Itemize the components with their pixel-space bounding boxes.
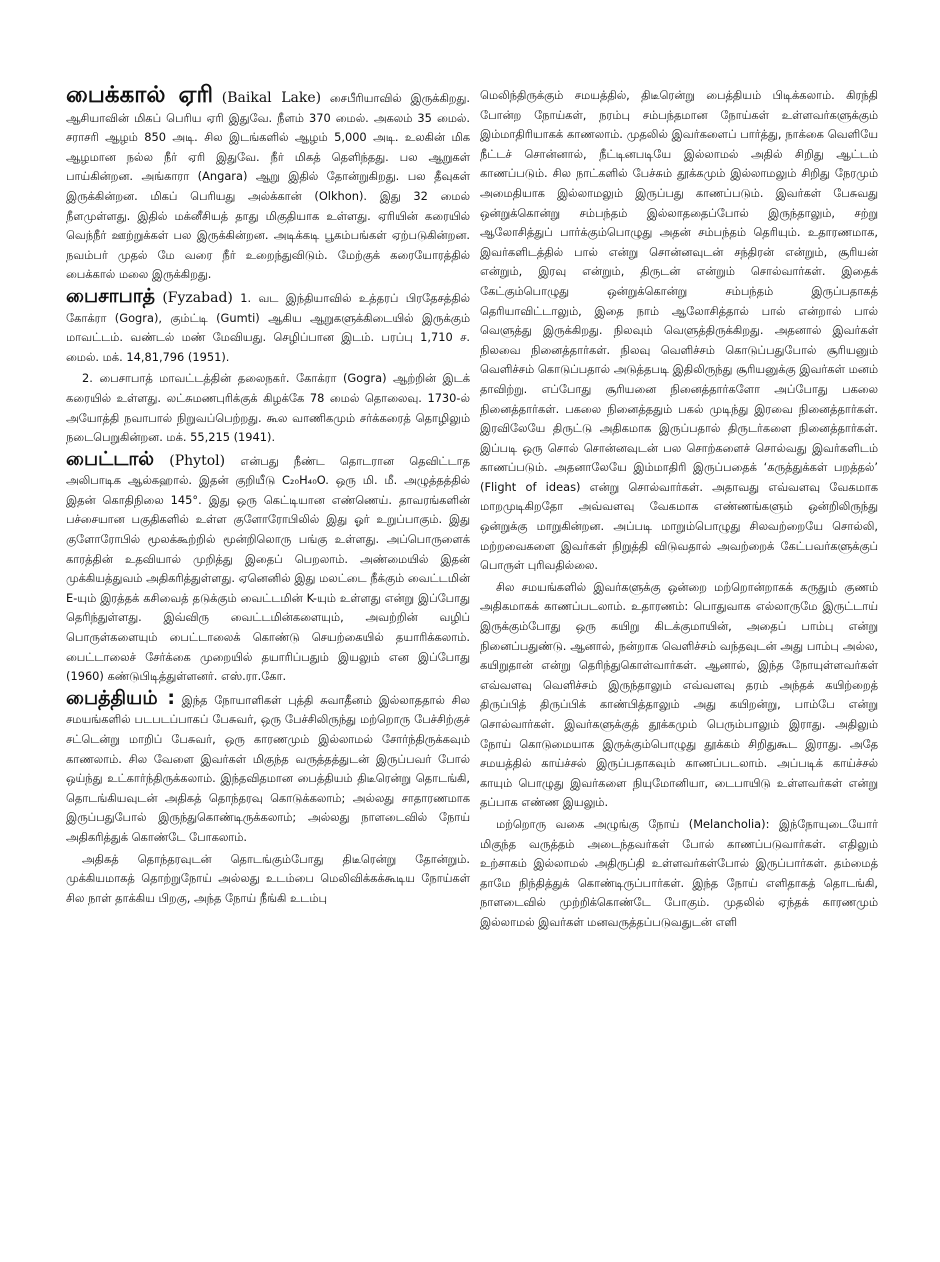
entry-text: அதிகத் தொந்தரவுடன் தொடங்கும்போது திடீரென்று தோன்றும். முக்கியமாகத் தொற்றுநோய் அல்லது உடம்பை மெலிவிக்கக்கூடிய நோய்கள் சில நாள் தாக்கிய பிறகு, அந்த நோய் நீங்கி உடம்பு — [66, 851, 470, 905]
entry-heading: பைக்கால் ஏரி — [66, 82, 214, 108]
entry-text: 1. வட இந்தியாவில் உத்தரப் பிரதேசத்தில் கோக்ரா (Gogra), கும்ட்டி (Gumti) ஆகிய ஆறுகளுக்கிடையில் இருக்கும் மாவட்டம். வண்டல் மண் மேவியது. செழிப்பான இடம். பரப்பு 1,710 ச. மைல். மக். 14,81,796 (1951). — [66, 290, 470, 364]
entry-insanity-continued — [66, 850, 470, 909]
entry-text: மற்றொரு வகை அழுங்கு நோய் (Melancholia): இந்நோயுடையோர் மிகுந்த வருத்தம் அடைந்தவர்கள் போல் காணப்படுவார்கள். எதிலும் உற்சாகம் இல்லாமல் அதிருப்தி உள்ளவர்கள்போல் இருப்பார்கள். தம்மைத் தாமே நிந்தித்துக் கொண்டிருப்பார்கள். இந்த நோய் எளிதாகத் தொடங்கி, நாளடைவில் முற்றிக்கொண்டே போகும். முதலில் ஏந்தக் காரணமும் இல்லாமல் இவர்கள் மனவருத்தப்படுவதுடன் எளி — [480, 816, 878, 929]
entry-baikal-lake — [66, 82, 471, 285]
entry-heading: பைசாபாத் — [66, 284, 156, 307]
entry-fyzabad — [66, 284, 470, 367]
right-column — [480, 86, 878, 933]
entry-text: 2. பைசாபாத் மாவட்டத்தின் தலைநகர். கோக்ரா (Gogra) ஆற்றின் இடக் கரையில் உள்ளது. லட்சுமணபுரிக்குக் கிழக்கே 78 மைல் தொலைவு. 1730-ல் அயோத்தி நவாபால் நிறுவப்பெற்றது. கூல வாணிகமும் சர்க்கரைத் தொழிலும் நடைபெறுகின்றன. மக். 55,215 (1941). — [66, 371, 470, 445]
entry-text: சைபீரியாவில் இருக்கிறது. ஆசியாவின் மிகப் பெரிய ஏரி இதுவே. நீளம் 370 மைல். அகலம் 35 மைல். சராசரி ஆழம் 850 அடி. சில இடங்களில் ஆழம் 5,000 அடி. உலகின் மிக ஆழமான நல்ல நீர் ஏரி இதுவே. நீர் மிகத் தெளிந்தது. பல ஆறுகள் பாய்கின்றன. அங்காரா (Angara) ஆறு இதில் தோன்றுகிறது. பல தீவுகள் இருக்கின்றன. மிகப் பெரியது அல்க்கான் (Olkhon). இது 32 மைல் நீளமுள்ளது. இதில் மக்னீசியத் தாது மிகுதியாக உள்ளது. ஏரியின் கரையில் வெந்நீர் ஊற்றுக்கள் பல இருக்கின்றன. அடிக்கடி பூகம்பங்கள் ஏற்படுகின்றன. நவம்பர் முதல் மே வரை நீர் உறைந்துவிடும். மேற்குக் கரையோரத்தில் பைக்கால் மலை இருக்கிறது. — [66, 91, 471, 282]
entry-insanity-continued — [480, 86, 878, 576]
entry-melancholia — [480, 815, 878, 933]
entry-latin-name: (Baikal Lake) — [221, 90, 322, 106]
entry-text: இந்த நோயாளிகள் புத்தி சுவாதீனம் இல்லாததால் சில சமயங்களில் படபடப்பாகப் பேசுவர், ஒரு பேச்சிலிருந்து மற்றொரு பேச்சிற்குச் சட்டென்று மாறிப் பேசுவர், ஒரு காரணமும் இல்லாமல் சோர்ந்திருக்கவும் காணலாம். சில வேளை இவர்கள் மிகுந்த வருத்தத்துடன் இருப்பவர் போல் ஒய்ந்து உட்கார்ந்திருக்கலாம். இந்தவிதமான பைத்தியம் திடீரென்று தொடங்கி, தொடங்கியவுடன் அதிகத் தொந்தரவு கொடுக்கலாம்; அல்லது சாதாரணமாக இருப்பதுபோல் இருந்துகொண்டிருக்கலாம்; அல்லது நாளடைவில் நோய் அதிகரித்துக் கொண்டே போகலாம். — [66, 692, 470, 844]
entry-phytol — [66, 447, 471, 687]
entry-latin-name: (Fyzabad) — [162, 289, 233, 306]
entry-heading: பைட்டால் — [66, 447, 155, 470]
entry-fyzabad-town — [66, 369, 470, 447]
left-column — [66, 82, 471, 908]
entry-insanity-illusions — [480, 578, 878, 813]
entry-text: சில சமயங்களில் இவர்களுக்கு ஒன்றை மற்றொன்றாகக் கருதும் குணம் அதிகமாகக் காணப்படலாம். உதாரணம்: பொதுவாக எல்லாருமே இருட்டாய் இருக்கும்போது ஒரு கயிறு கிடக்குமாயின், அதைப் பாம்பு என்று நினைப்பதுண்டு. ஆனால், நன்றாக வெளிச்சம் வந்தவுடன் அது பாம்பு அல்ல, கயிறுதான் என்று தெரிந்துகொள்வார்கள். ஆனால், இந்த நோயுள்ளவர்கள் எவ்வளவு வெளிச்சம் இருந்தாலும் எவ்வளவு தரம் அந்தக் கயிற்றைத் திருப்பித் திருப்பிக் காண்பித்தாலும் அது கயிறன்று, பாம்பே என்று சொல்வார்கள். இவர்களுக்குத் தூக்கமும் பெரும்பாலும் இராது. அதிலும் நோய் கொடுமையாக இருக்கும்பொழுது தூக்கம் சிறிதுகூட இராது. அதே சமயத்தில் காய்ச்சல் இருப்பதாகவும் காணப்படலாம். அப்படிக் காய்ச்சல் காயும் பொழுது இவர்களை நியுமோனியா, டைபாயிடு உள்ளவர்கள் என்று தப்பாக எண்ண இயலும். — [480, 579, 878, 810]
entry-insanity — [66, 686, 470, 848]
entry-heading: பைத்தியம் : — [66, 686, 175, 709]
entry-text: மெலிந்திருக்கும் சமயத்தில், திடீரென்று பைத்தியம் பிடிக்கலாம். கிரந்தி போன்ற நோய்கள், நரம்பு சம்பந்தமான நோய்கள் உள்ளவர்களுக்கும் இம்மாதிரியாகக் காணலாம். முதலில் இவர்களைப் பார்த்து, நாக்கை வெளியே நீட்டச் சொன்னால், நீட்டினபடியே இல்லாமல் அதில் சிறிது ஆட்டம் காணப்படும். சில நாட்களில் பேச்சும் தூக்கமும் இல்லாமலும் சிறிது நேரமும் அமைதியாக இல்லாமலும் இருப்பது காணப்படும். இவர்கள் பேசுவது ஒன்றுக்கொன்று சம்பந்தம் இல்லாததைப்போல் இருந்தாலும், சற்று ஆலோசித்துப் பார்க்கும்பொழுது அதன் சம்பந்தம் தெரியும். உதாரணமாக, இவர்களிடத்தில் பால் என்று சொன்னவுடன் சந்திரன் என்றும், சூரியன் என்றும், இரவு என்றும், திருடன் என்றும் சொல்வார்கள். இதைக் கேட்கும்பொழுது ஒன்றுக்கொன்று சம்பந்தம் இருப்பதாகத் தெரியாவிட்டாலும், இதை நாம் ஆலோசித்தால் பால் என்றால் பால் வெளுத்து இருக்கிறது. நிலவும் வெளுத்திருக்கிறது. அதனால் இவர்கள் நிலவை நினைத்தார்கள். நிலவு வெளிச்சம் கொடுப்பதுபோல் சூரியனும் வெளிச்சம் கொடுப்பதால் அடுத்தபடி இதிலிருந்து சூரியனுக்கு இவர்கள் மனம் தாவிற்று. எப்போது சூரியனை நினைத்தார்களோ அப்போது பகலை நினைத்தார்கள். பகலை நினைத்ததும் பகல் முடிந்து இரவை நினைத்தார்கள். இரவிலேயே திருட்டு அதிகமாக இருப்பதால் திருடர்களை நினைத்தார்கள். இப்படி ஒரு சொல் சொன்னவுடன் பல சொற்களைச் சொல்வது இவர்களிடம் காணப்படும். அதனாலேயே இம்மாதிரி இருப்பதைக் ‘கருத்துக்கள் பறத்தல்’ (Flight of ideas) என்று சொல்வார்கள். அதாவது எவ்வளவு வேகமாக மாறமுடிகிறதோ அவ்வளவு வேகமாக எண்ணங்களும் ஒன்றிலிருந்து ஒன்றுக்கு மாறுகின்றன. அப்படி மாறும்பொழுது சிலவற்றையே சொல்லி, மற்றவைகளை இவர்கள் நிறுத்தி விடுவதால் அவற்றைக் கேட்பவர்களுக்குப் பொருள் புரிவதில்லை. — [480, 88, 878, 573]
entry-text: என்பது நீண்ட தொடரான தெவிட்டாத அலிபாடிக ஆல்கஹால். இதன் குறியீடு C₂₀H₄₀O. ஒரு மி. மீ. அழுத்தத்தில் இதன் கொதிநிலை 145°. இது ஒரு கெட்டியான எண்ணெய். தாவரங்களின் பச்சையான பகுதிகளில் உள்ள குளோரோபிலில் இது ஓர் உறுப்பாகும். இது குளோரோபில் மூலக்கூற்றில் மூன்றிலொரு பங்கு உள்ளது. அப்பொருளைக் காரத்தின் உதவியால் முறித்து இதைப் பெறலாம். அண்மையில் இதன் முக்கியத்துவம் அதிகரித்துள்ளது. ஏனெனில் இது மலட்டை நீக்கும் வைட்டமின் E-யும் இரத்தக் கசிவைத் தடுக்கும் வைட்டமின் K-யும் உள்ளது என்று இப்போது தெரிந்துள்ளது. இவ்விரு வைட்டமின்களையும், அவற்றின் வழிப் பொருள்களையும் பைட்டாலைக் கொண்டு செயற்கையில் தயாரிக்கலாம். பைட்டாலைச் சேர்க்கை முறையில் தயாரிப்பதும் இயலும் என இப்போது (1960) கண்டுபிடித்துள்ளனர். எஸ்.ரா.கோ. — [66, 453, 471, 684]
entry-latin-name: (Phytol) — [169, 452, 226, 469]
